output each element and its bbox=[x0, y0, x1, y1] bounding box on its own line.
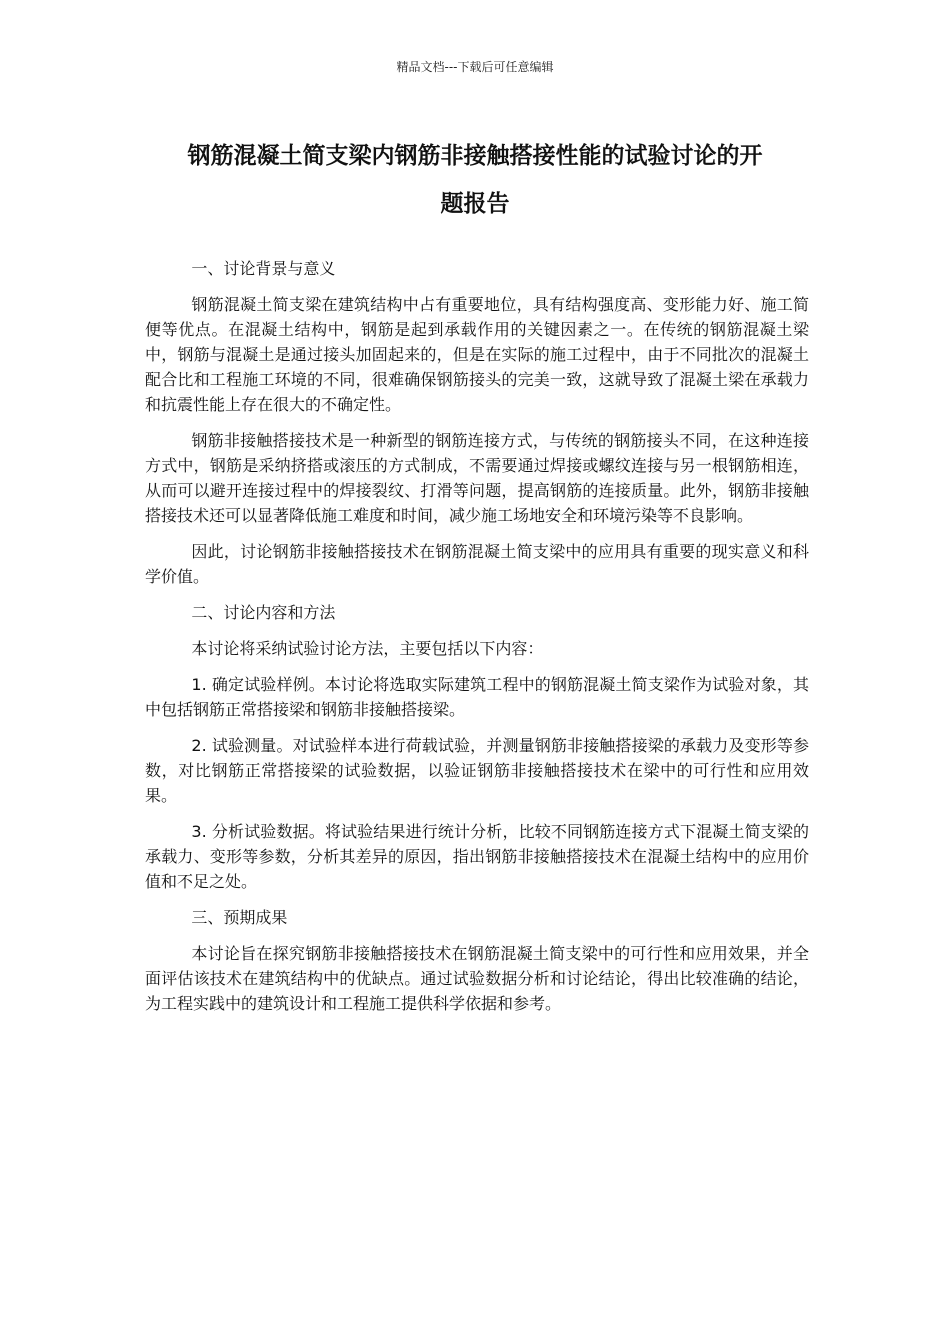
section-1-paragraph-2: 钢筋非接触搭接技术是一种新型的钢筋连接方式，与传统的钢筋接头不同，在这种连接方式中，钢筋是采纳挤搭或滚压的方式制成，不需要通过焊接或螺纹连接与另一根钢筋相连，从而可以避开连接过程中的焊接裂纹、打滑等问题，提高钢筋的连接质量。此外，钢筋非接触搭接技术还可以显著降低施工难度和时间，减少施工场地安全和环境污染等不良影响。 bbox=[145, 431, 809, 525]
section-2-item-1: 1. 确定试验样例。本讨论将选取实际建筑工程中的钢筋混凝土简支梁作为试验对象，其中包括钢筋正常搭接梁和钢筋非接触搭接梁。 bbox=[145, 675, 809, 719]
section-1-heading: 一、讨论背景与意义 bbox=[191, 259, 336, 278]
title-line-2: 题报告 bbox=[440, 191, 510, 217]
section-2-item-3: 3. 分析试验数据。将试验结果进行统计分析，比较不同钢筋连接方式下混凝土简支梁的承载力、变形等参数，分析其差异的原因，指出钢筋非接触搭接技术在混凝土结构中的应用价值和不足之处。 bbox=[145, 822, 809, 891]
section-2-heading: 二、讨论内容和方法 bbox=[191, 603, 336, 622]
section-1-paragraph-3: 因此，讨论钢筋非接触搭接技术在钢筋混凝土简支梁中的应用具有重要的现实意义和科学价值。 bbox=[145, 542, 809, 586]
section-3-paragraph-1: 本讨论旨在探究钢筋非接触搭接技术在钢筋混凝土简支梁中的可行性和应用效果，并全面评估该技术在建筑结构中的优缺点。通过试验数据分析和讨论结论，得出比较准确的结论，为工程实践中的建筑设计和工程施工提供科学依据和参考。 bbox=[145, 944, 809, 1013]
section-2-item-2: 2. 试验测量。对试验样本进行荷载试验，并测量钢筋非接触搭接梁的承载力及变形等参数，对比钢筋正常搭接梁的试验数据，以验证钢筋非接触搭接技术在梁中的可行性和应用效果。 bbox=[145, 736, 809, 805]
document-title bbox=[145, 132, 805, 228]
document-body bbox=[145, 256, 809, 1027]
page-header: 精品文档---下载后可任意编辑 bbox=[396, 60, 554, 74]
section-1-paragraph-1: 钢筋混凝土简支梁在建筑结构中占有重要地位，具有结构强度高、变形能力好、施工简便等优点。在混凝土结构中，钢筋是起到承载作用的关键因素之一。在传统的钢筋混凝土梁中，钢筋与混凝土是通过接头加固起来的，但是在实际的施工过程中，由于不同批次的混凝土配合比和工程施工环境的不同，很难确保钢筋接头的完美一致，这就导致了混凝土梁在承载力和抗震性能上存在很大的不确定性。 bbox=[145, 295, 809, 414]
section-3-heading: 三、预期成果 bbox=[191, 908, 288, 927]
title-line-1: 钢筋混凝土简支梁内钢筋非接触搭接性能的试验讨论的开 bbox=[187, 143, 763, 169]
section-2-intro: 本讨论将采纳试验讨论方法，主要包括以下内容： bbox=[191, 639, 544, 658]
